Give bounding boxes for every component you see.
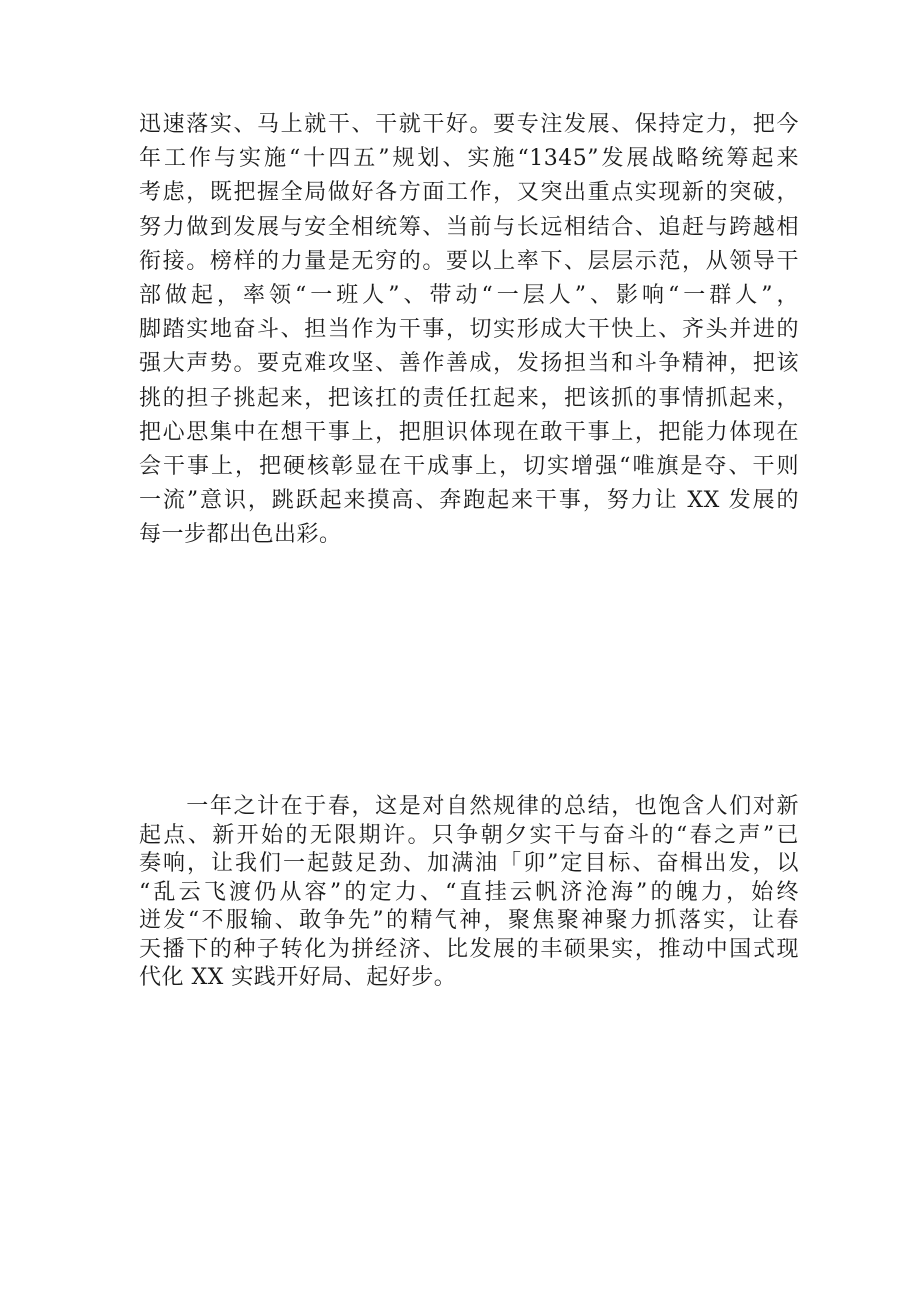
text-line: 起点、新开始的无限期许。只争朝夕实干与奋斗的“春之声”已: [139, 822, 799, 848]
text-line: 迅速落实、马上就干、干就干好。要专注发展、保持定力，把今: [139, 112, 799, 137]
text-line: 部做起，率领“一班人”、带动“一层人”、影响“一群人”，: [139, 283, 799, 309]
text-line: 衔接。榜样的力量是无穷的。要以上率下、层层示范，从领导干: [139, 248, 799, 274]
text-line: 一年之计在于春，这是对自然规律的总结，也饱含人们对新: [139, 794, 799, 819]
text-line: “乱云飞渡仍从容”的定力、“直挂云帆济沧海”的魄力，始终: [139, 879, 799, 905]
paragraph-2: [139, 793, 799, 993]
paragraph-1: [139, 108, 799, 553]
text-line: 脚踏实地奋斗、担当作为干事，切实形成大干快上、齐头并进的: [139, 317, 799, 343]
text-line: 迸发“不服输、敢争先”的精气神，聚焦聚神聚力抓落实，让春: [139, 908, 799, 933]
text-line: 一流”意识，跳跃起来摸高、奔跑起来干事，努力让 XX 发展的: [139, 488, 799, 514]
text-line: 会干事上，把硬核彰显在干成事上，切实增强“唯旗是夺、干则: [139, 454, 799, 480]
text-line: 年工作与实施“十四五”规划、实施“1345”发展战略统筹起来: [139, 146, 799, 172]
text-line: 强大声势。要克难攻坚、善作善成，发扬担当和斗争精神，把该: [139, 351, 799, 377]
text-line: 把心思集中在想干事上，把胆识体现在敢干事上，把能力体现在: [139, 419, 799, 445]
text-line: 天播下的种子转化为拼经济、比发展的丰硕果实，推动中国式现: [139, 936, 799, 962]
text-line: 每一步都出色出彩。: [139, 522, 342, 548]
text-line: 考虑，既把握全局做好各方面工作，又突出重点实现新的突破，: [139, 180, 799, 206]
text-line: 奏响，让我们一起鼓足劲、加满油「卯”定目标、奋楫出发，以: [139, 851, 799, 876]
text-line: 代化 XX 实践开好局、起好步。: [139, 965, 457, 990]
text-line: 挑的担子挑起来，把该扛的责任扛起来，把该抓的事情抓起来，: [139, 385, 799, 411]
text-line: 努力做到发展与安全相统筹、当前与长远相结合、追赶与跨越相: [139, 214, 799, 240]
